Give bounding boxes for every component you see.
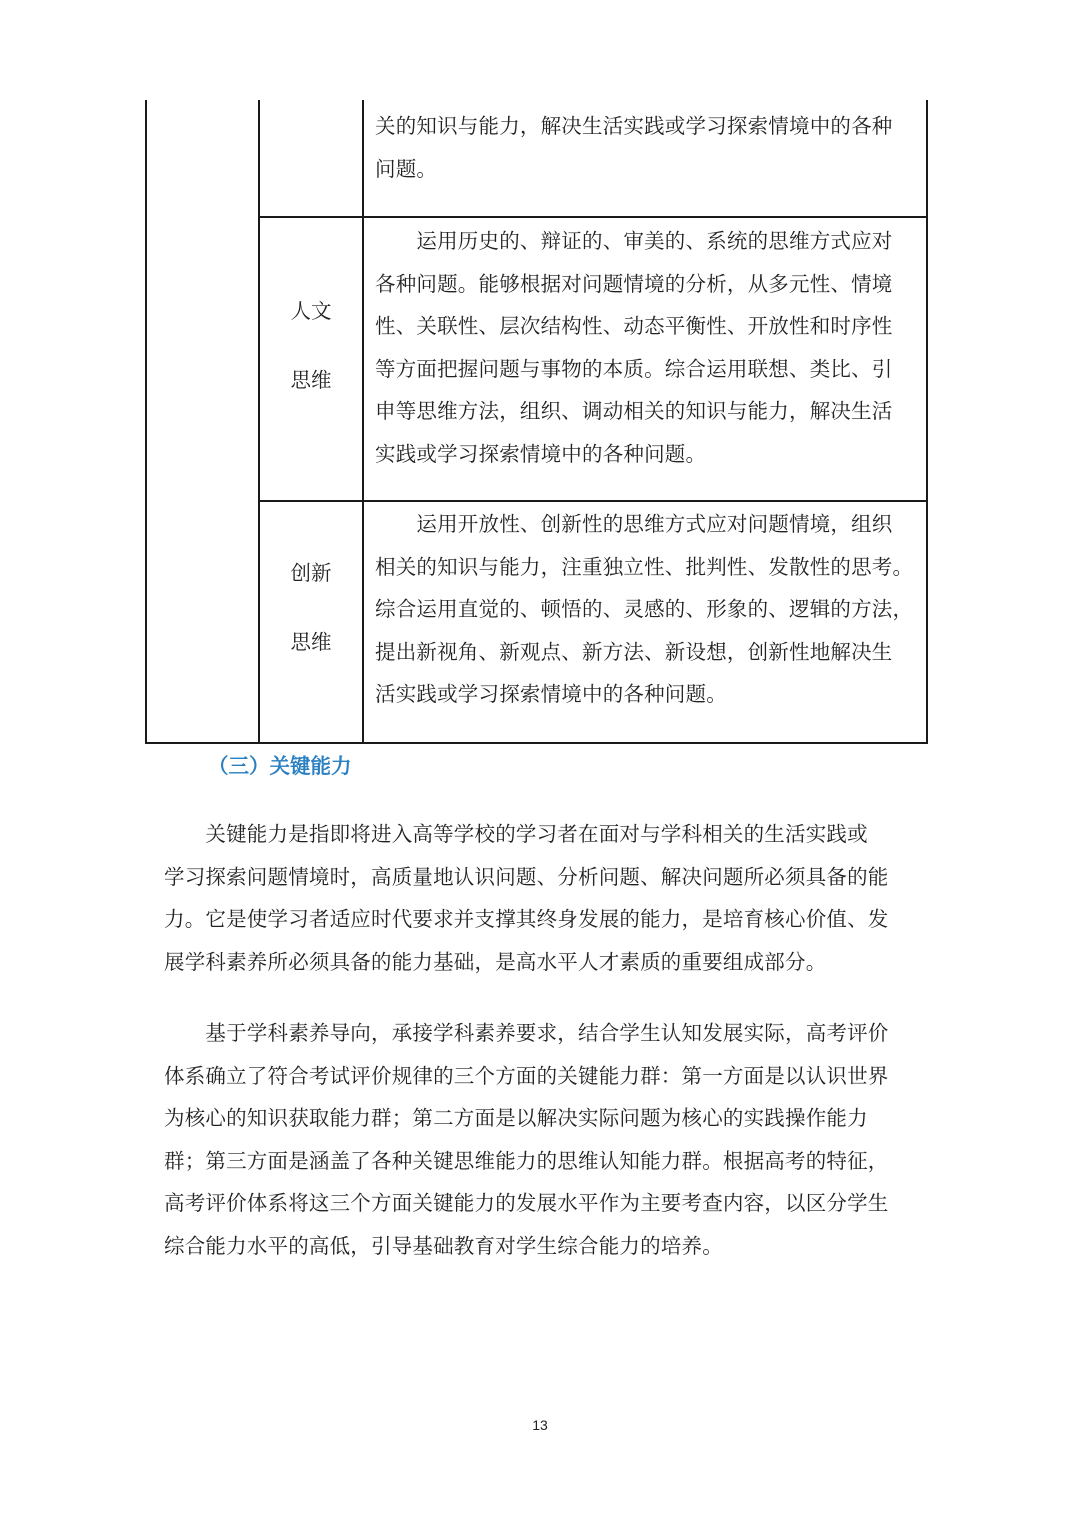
text-line: 申等思维方法，组织、调动相关的知识与能力，解决生活 [375, 399, 893, 423]
text-line: 提出新视角、新观点、新方法、新设想，创新性地解决生 [375, 639, 893, 664]
text-line: 性、关联性、层次结构性、动态平衡性、开放性和时序性 [375, 314, 893, 338]
table-cell-continued-description [375, 105, 923, 190]
text-line: 群；第三方面是涵盖了各种关键思维能力的思维认知能力群。根据高考的特征， [164, 1148, 889, 1173]
table-row-divider-1 [258, 216, 928, 218]
table-row-divider-2 [258, 500, 928, 502]
table-border-right [926, 100, 928, 744]
label-line: 创新 [290, 561, 332, 585]
text-line: 相关的知识与能力，注重独立性、批判性、发散性的思考。 [375, 554, 914, 579]
text-line: 综合运用直觉的、顿悟的、灵感的、形象的、逻辑的方法， [375, 597, 914, 621]
text-line: 运用历史的、辩证的、审美的、系统的思维方式应对 [375, 229, 893, 253]
label-line: 人文 [290, 299, 332, 323]
text-line: 高考评价体系将这三个方面关键能力的发展水平作为主要考查内容，以区分学生 [164, 1191, 889, 1215]
table-label-innovative-thinking [259, 539, 363, 677]
text-line: 实践或学习探索情境中的各种问题。 [375, 441, 707, 466]
text-line: 运用开放性、创新性的思维方式应对问题情境，组织 [375, 512, 893, 536]
thinking-abilities-table [145, 100, 928, 744]
text-line: 为核心的知识获取能力群；第二方面是以解决实际问题为核心的实践操作能力 [164, 1106, 868, 1130]
text-line: 关的知识与能力，解决生活实践或学习探索情境中的各种 [375, 114, 893, 138]
text-line: 各种问题。能够根据对问题情境的分析，从多元性、情境 [375, 271, 893, 296]
table-border-bottom [145, 742, 928, 744]
section-heading-key-abilities: （三）关键能力 [208, 754, 352, 778]
text-line: 活实践或学习探索情境中的各种问题。 [375, 682, 727, 706]
text-line: 体系确立了符合考试评价规律的三个方面的关键能力群：第一方面是以认识世界 [164, 1063, 889, 1088]
label-line: 思维 [290, 368, 332, 392]
text-line: 关键能力是指即将进入高等学校的学习者在面对与学科相关的生活实践或 [164, 822, 868, 846]
table-cell-humanistic-description [375, 220, 923, 475]
text-line: 等方面把握问题与事物的本质。综合运用联想、类比、引 [375, 356, 893, 381]
paragraph-key-abilities-definition [164, 813, 924, 983]
table-cell-innovative-description [375, 503, 923, 716]
paragraph-key-ability-groups [164, 1012, 924, 1267]
page-number: 13 [532, 1417, 548, 1433]
text-line: 学习探索问题情境时，高质量地认识问题、分析问题、解决问题所必须具备的能 [164, 864, 889, 889]
text-line: 问题。 [375, 156, 438, 181]
text-line: 展学科素养所必须具备的能力基础，是高水平人才素质的重要组成部分。 [164, 949, 827, 974]
text-line: 力。它是使学习者适应时代要求并支撑其终身发展的能力，是培育核心价值、发 [164, 907, 889, 931]
text-line: 基于学科素养导向，承接学科素养要求，结合学生认知发展实际，高考评价 [164, 1021, 889, 1045]
label-line: 思维 [290, 630, 332, 654]
text-line: 综合能力水平的高低，引导基础教育对学生综合能力的培养。 [164, 1233, 723, 1258]
table-border-left [145, 100, 147, 744]
table-label-humanistic-thinking [259, 277, 363, 415]
